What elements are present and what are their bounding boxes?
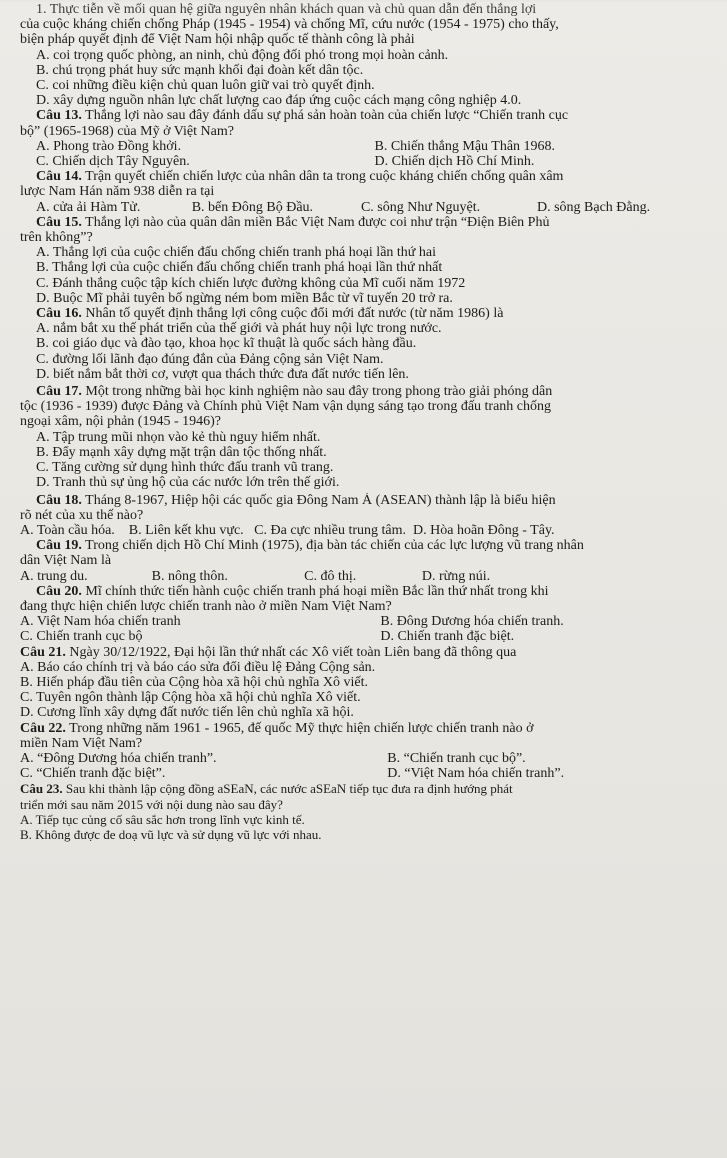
- q22-label: Câu 22.: [20, 720, 66, 736]
- q15-text-1: Thắng lợi nào của quân dân miền Bắc Việt Nam được coi như trận “Điện Biên Phủ: [81, 214, 550, 230]
- q21-text-1: Ngày 30/12/1922, Đại hội lần thứ nhất các Xô viết toàn Liên bang đã thông qua: [65, 644, 517, 660]
- q13-option-d: D. Chiến dịch Hồ Chí Minh.: [374, 154, 535, 170]
- q22-stem-2: miền Nam Việt Nam?: [20, 735, 143, 751]
- q14-text-1: Trận quyết chiến chiến lược của nhân dân ta trong cuộc kháng chiến chống quân xâm: [81, 169, 564, 185]
- q19-label: Câu 19.: [36, 538, 82, 554]
- q17-option-c: C. Tăng cường sử dụng hình thức đấu tranh vũ trang.: [36, 460, 334, 476]
- q23-stem-2: triển mới sau năm 2015 với nội dung nào sau đây?: [20, 796, 283, 812]
- q14-option-a: A. cửa ải Hàm Tử.: [36, 199, 141, 215]
- q19-text-1: Trong chiến dịch Hồ Chí Minh (1975), địa bàn tác chiến của các lực lượng vũ trang nhân: [81, 538, 584, 554]
- intro-line-3: biện pháp quyết định để Việt Nam hội nhập quốc tế thành công là phải: [20, 32, 415, 48]
- q16-option-a: A. nắm bắt xu thế phát triển của thế giới và phát huy nội lực trong nước.: [36, 321, 442, 337]
- q15-stem: [20, 215, 713, 230]
- q14-option-b: B. bến Đông Bộ Đầu.: [191, 199, 314, 215]
- q17-option-a: A. Tập trung mũi nhọn vào kẻ thù nguy hiểm nhất.: [36, 429, 321, 445]
- q13-stem-2: bộ” (1965-1968) của Mỹ ở Việt Nam?: [20, 123, 234, 139]
- q18-label: Câu 18.: [36, 492, 82, 508]
- q15-stem-2: trên không”?: [20, 230, 93, 246]
- q17-text-1: Một trong những bài học kinh nghiệm nào sau đây trong phong trào giải phóng dân: [81, 384, 553, 400]
- q14-stem-2: lược Nam Hán năm 938 diễn ra tại: [20, 184, 215, 200]
- q22-stem: [20, 721, 713, 736]
- q22-option-c: C. “Chiến tranh đặc biệt”.: [20, 766, 166, 782]
- q22-option-d: D. “Việt Nam hóa chiến tranh”.: [387, 766, 565, 782]
- q12-option-d: D. xây dựng nguồn nhân lực chất lượng cao đáp ứng cuộc cách mạng công nghiệp 4.0.: [36, 93, 522, 109]
- q17-stem-2: tộc (1936 - 1939) được Đảng và Chính phủ Việt Nam vận dụng sáng tạo trong đấu tranh chống: [20, 399, 552, 415]
- q22-text-1: Trong những năm 1961 - 1965, đế quốc Mỹ thực hiện chiến lược chiến tranh nào ở: [65, 720, 534, 736]
- q22-option-b: B. “Chiến tranh cục bộ”.: [387, 750, 526, 766]
- q22-options-row-2: [20, 766, 713, 781]
- q21-option-c: C. Tuyên ngôn thành lập Cộng hòa xã hội chủ nghĩa Xô viết.: [20, 690, 361, 706]
- q19-option-a: A. trung du.: [20, 568, 88, 584]
- q17-option-d: D. Tranh thủ sự ủng hộ của các nước lớn trên thế giới.: [36, 475, 340, 491]
- q23-option-b: B. Không được đe doạ vũ lực và sử dụng vũ lực với nhau.: [20, 826, 322, 842]
- q12-option-a: A. coi trọng quốc phòng, an ninh, chủ động đối phó trong mọi hoàn cảnh.: [36, 47, 449, 63]
- q20-option-a: A. Việt Nam hóa chiến tranh: [20, 614, 181, 630]
- q16-stem: [20, 306, 713, 321]
- q18-stem-2: rõ nét của xu thế nào?: [20, 507, 144, 523]
- q21-option-d: D. Cương lĩnh xây dựng đất nước tiến lên chủ nghĩa xã hội.: [20, 705, 354, 721]
- q15-option-a: A. Thắng lợi của cuộc chiến đấu chống chiến tranh phá hoại lần thứ hai: [36, 245, 436, 261]
- q21-option-b: B. Hiến pháp đầu tiên của Cộng hòa xã hội chủ nghĩa Xô viết.: [20, 674, 368, 690]
- q15-label: Câu 15.: [36, 214, 82, 230]
- q23-text-1: Sau khi thành lập cộng đồng aSEaN, các nước aSEaN tiếp tục đưa ra định hướng phát: [62, 781, 513, 797]
- q18-stem: [20, 493, 713, 508]
- q13-option-b: B. Chiến thắng Mậu Thân 1968.: [374, 138, 556, 154]
- q20-option-d: D. Chiến tranh đặc biệt.: [380, 629, 515, 645]
- q19-option-b: B. nông thôn.: [151, 568, 228, 584]
- q20-option-b: B. Đông Dương hóa chiến tranh.: [380, 614, 564, 630]
- q17-stem-3: ngoại xâm, nội phản (1945 - 1946)?: [20, 414, 222, 430]
- q16-option-b: B. coi giáo dục và đào tạo, khoa học kĩ thuật là quốc sách hàng đầu.: [36, 336, 417, 352]
- q16-label: Câu 16.: [36, 306, 82, 322]
- exam-page: [0, 2, 727, 1158]
- q13-text-1: Thắng lợi nào sau đây đánh dấu sự phá sản hoàn toàn của chiến lược “Chiến tranh cục: [81, 108, 569, 124]
- q16-option-d: D. biết nắm bắt thời cơ, vượt qua thách thức đưa đất nước tiến lên.: [36, 366, 409, 382]
- intro-line-2: của cuộc kháng chiến chống Pháp (1945 - 1954) và chống Mĩ, cứu nước (1954 - 1975) cho thấy,: [20, 17, 559, 33]
- q20-options-row-1: [20, 614, 713, 629]
- q20-options-row-2: [20, 629, 713, 644]
- q14-options-row: [20, 200, 713, 215]
- q17-label: Câu 17.: [36, 384, 82, 400]
- q20-stem-2: đang thực hiện chiến lược chiến tranh nào ở miền Nam Việt Nam?: [20, 598, 392, 614]
- q22-option-a: A. “Đông Dương hóa chiến tranh”.: [20, 750, 217, 766]
- q23-option-a: A. Tiếp tục củng cố sâu sắc hơn trong lĩnh vực kinh tế.: [20, 811, 305, 827]
- q15-option-d: D. Buộc Mĩ phải tuyên bố ngừng ném bom miền Bắc từ vĩ tuyến 20 trở ra.: [36, 290, 453, 306]
- q19-stem: [20, 538, 713, 553]
- q13-label: Câu 13.: [36, 108, 82, 124]
- q20-stem: [20, 584, 713, 599]
- q17-stem: [20, 384, 713, 399]
- q19-options-row: [20, 569, 713, 584]
- q14-label: Câu 14.: [36, 169, 82, 185]
- q15-option-c: C. Đánh thắng cuộc tập kích chiến lược đường không của Mĩ cuối năm 1972: [36, 275, 466, 291]
- q13-options-row-1: [20, 139, 713, 154]
- q17-option-b: B. Đẩy mạnh xây dựng mặt trận dân tộc thống nhất.: [36, 444, 327, 460]
- q21-option-a: A. Báo cáo chính trị và báo cáo sửa đổi điều lệ Đảng Cộng sản.: [20, 659, 376, 675]
- q16-option-c: C. đường lối lãnh đạo đúng đắn của Đảng cộng sản Việt Nam.: [36, 351, 384, 367]
- q23-label: Câu 23.: [20, 781, 63, 797]
- q21-label: Câu 21.: [20, 644, 66, 660]
- q20-label: Câu 20.: [36, 583, 82, 599]
- q12-option-b: B. chú trọng phát huy sức mạnh khối đại đoàn kết dân tộc.: [36, 62, 364, 78]
- q20-text-1: Mĩ chính thức tiến hành cuộc chiến tranh phá hoại miền Bắc lần thứ nhất trong khi: [81, 583, 549, 599]
- q16-text-1: Nhân tố quyết định thắng lợi công cuộc đổi mới đất nước (từ năm 1986) là: [81, 306, 504, 322]
- q22-options-row-1: [20, 751, 713, 766]
- intro-line-1: 1. Thực tiễn về mối quan hệ giữa nguyên nhân khách quan và chủ quan dẫn đến thắng lợi: [36, 2, 537, 17]
- q20-option-c: C. Chiến tranh cục bộ: [20, 629, 143, 645]
- q13-options-row-2: [20, 154, 713, 169]
- q21-stem: [20, 645, 713, 660]
- q23-stem: [20, 781, 713, 796]
- q13-option-c: C. Chiến dịch Tây Nguyên.: [36, 154, 190, 170]
- q15-option-b: B. Thắng lợi của cuộc chiến đấu chống chiến tranh phá hoại lần thứ nhất: [36, 260, 443, 276]
- q12-option-c: C. coi những điều kiện chủ quan luôn giữ vai trò quyết định.: [36, 78, 375, 94]
- q18-options: A. Toàn cầu hóa. B. Liên kết khu vực. C. Đa cực nhiều trung tâm. D. Hòa hoãn Đông - Tây.: [20, 522, 555, 538]
- q19-option-d: D. rừng núi.: [421, 568, 491, 584]
- q13-option-a: A. Phong trào Đồng khởi.: [36, 138, 182, 154]
- q13-stem: [20, 108, 713, 123]
- q14-stem: [20, 169, 713, 184]
- q18-text-1: Tháng 8-1967, Hiệp hội các quốc gia Đông Nam Á (ASEAN) thành lập là biểu hiện: [81, 492, 556, 508]
- q19-option-c: C. đô thị.: [304, 568, 357, 584]
- q19-stem-2: dân Việt Nam là: [20, 553, 112, 569]
- q14-option-c: C. sông Như Nguyệt.: [360, 199, 481, 215]
- q14-option-d: D. sông Bạch Đằng.: [536, 199, 651, 215]
